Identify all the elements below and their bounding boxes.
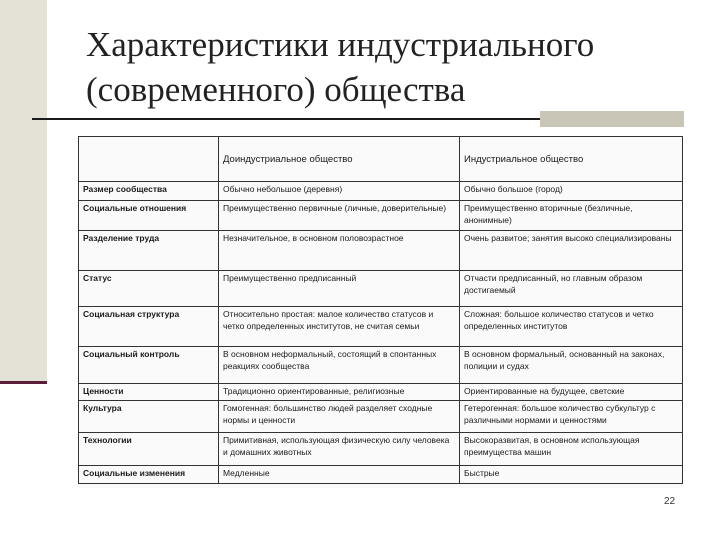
comparison-table-image [78, 136, 682, 488]
comparison-table [78, 136, 683, 484]
preindustrial-cell: Относительно простая: малое количество статусов и четко определенных институтов, не считая семьи [219, 307, 460, 346]
industrial-cell: Очень развитое; занятия высоко специализированы [460, 231, 683, 271]
industrial-cell: Высокоразвитая, в основном использующая преимущества машин [460, 432, 683, 466]
left-accent-line [0, 381, 47, 384]
industrial-cell: Ориентированные на будущее, светские [460, 383, 683, 400]
table-row [79, 307, 683, 346]
left-decor-bar [0, 0, 47, 383]
table-row [79, 432, 683, 466]
industrial-cell: Обычно большое (город) [460, 182, 683, 201]
industrial-cell: В основном формальный, основанный на законах, полиции и судах [460, 346, 683, 383]
preindustrial-cell: Примитивная, использующая физическую силу человека и домашних животных [219, 432, 460, 466]
preindustrial-cell: Преимущественно первичные (личные, доверительные) [219, 200, 460, 231]
row-label: Социальный контроль [79, 346, 219, 383]
row-label: Размер сообщества [79, 182, 219, 201]
table-row [79, 383, 683, 400]
row-label: Разделение труда [79, 231, 219, 271]
table-row [79, 401, 683, 433]
table-row [79, 231, 683, 271]
row-label: Ценности [79, 383, 219, 400]
row-label: Технологии [79, 432, 219, 466]
preindustrial-cell: Традиционно ориентированные, религиозные [219, 383, 460, 400]
industrial-cell: Преимущественно вторичные (безличные, анонимные) [460, 200, 683, 231]
header-industrial: Индустриальное общество [460, 137, 683, 182]
preindustrial-cell: Гомогенная: большинство людей разделяет сходные нормы и ценности [219, 401, 460, 433]
table-row [79, 200, 683, 231]
title-line-1: Характеристики индустриального [86, 25, 595, 64]
row-label: Социальные отношения [79, 200, 219, 231]
preindustrial-cell: Медленные [219, 466, 460, 484]
table-row [79, 346, 683, 383]
row-label: Статус [79, 271, 219, 307]
preindustrial-cell: Преимущественно предписанный [219, 271, 460, 307]
table-row [79, 466, 683, 484]
row-label: Социальные изменения [79, 466, 219, 484]
preindustrial-cell: В основном неформальный, состоящий в спонтанных реакциях сообщества [219, 346, 460, 383]
slide-title [86, 22, 686, 112]
table-header-row [79, 137, 683, 182]
divider-accent-block [540, 111, 684, 127]
table-row [79, 182, 683, 201]
header-preindustrial: Доиндустриальное общество [219, 137, 460, 182]
table-row [79, 271, 683, 307]
preindustrial-cell: Обычно небольшое (деревня) [219, 182, 460, 201]
industrial-cell: Гетерогенная: большое количество субкультур с различными нормами и ценностями [460, 401, 683, 433]
title-line-2: (современного) общества [86, 70, 466, 109]
industrial-cell: Отчасти предписанный, но главным образом достигаемый [460, 271, 683, 307]
page-number: 22 [664, 496, 676, 507]
industrial-cell: Быстрые [460, 466, 683, 484]
row-label: Культура [79, 401, 219, 433]
preindustrial-cell: Незначительное, в основном половозрастное [219, 231, 460, 271]
header-empty [79, 137, 219, 182]
row-label: Социальная структура [79, 307, 219, 346]
industrial-cell: Сложная: большое количество статусов и четко определенных институтов [460, 307, 683, 346]
